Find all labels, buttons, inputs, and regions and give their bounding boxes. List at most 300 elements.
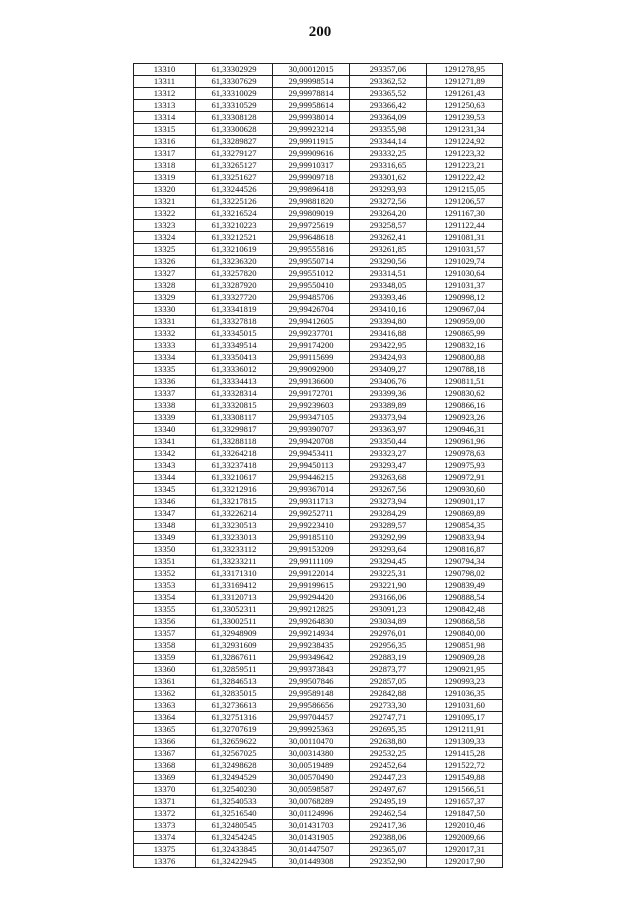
latitude-cell: 61,33328314 (196, 388, 273, 400)
latitude-cell: 61,33308128 (196, 112, 273, 124)
table-row (134, 160, 503, 172)
longitude-cell: 29,99725619 (273, 220, 350, 232)
latitude-cell: 61,33302929 (196, 64, 273, 76)
longitude-cell: 29,99910317 (273, 160, 350, 172)
table-row (134, 292, 503, 304)
latitude-cell: 61,32859511 (196, 664, 273, 676)
latitude-cell: 61,33002511 (196, 616, 273, 628)
longitude-cell: 29,99453411 (273, 448, 350, 460)
y-coordinate-cell: 1290788,18 (427, 364, 503, 376)
point-number-cell: 13374 (134, 832, 196, 844)
table-row (134, 520, 503, 532)
latitude-cell: 61,33226214 (196, 508, 273, 520)
y-coordinate-cell: 1290993,23 (427, 676, 503, 688)
y-coordinate-cell: 1292010,46 (427, 820, 503, 832)
table-row (134, 832, 503, 844)
y-coordinate-cell: 1290921,95 (427, 664, 503, 676)
y-coordinate-cell: 1290854,35 (427, 520, 503, 532)
point-number-cell: 13358 (134, 640, 196, 652)
longitude-cell: 29,99092900 (273, 364, 350, 376)
table-row (134, 280, 503, 292)
x-coordinate-cell: 292388,06 (350, 832, 427, 844)
table-row (134, 364, 503, 376)
x-coordinate-cell: 293301,62 (350, 172, 427, 184)
table-row (134, 100, 503, 112)
longitude-cell: 30,00598587 (273, 784, 350, 796)
point-number-cell: 13368 (134, 760, 196, 772)
y-coordinate-cell: 1291223,32 (427, 148, 503, 160)
y-coordinate-cell: 1291211,91 (427, 724, 503, 736)
longitude-cell: 29,99704457 (273, 712, 350, 724)
y-coordinate-cell: 1291206,57 (427, 196, 503, 208)
y-coordinate-cell: 1290832,16 (427, 340, 503, 352)
table-row (134, 172, 503, 184)
point-number-cell: 13372 (134, 808, 196, 820)
latitude-cell: 61,32422945 (196, 856, 273, 868)
point-number-cell: 13350 (134, 544, 196, 556)
y-coordinate-cell: 1291030,64 (427, 268, 503, 280)
y-coordinate-cell: 1291271,89 (427, 76, 503, 88)
table-row (134, 640, 503, 652)
latitude-cell: 61,33288118 (196, 436, 273, 448)
longitude-cell: 30,00768289 (273, 796, 350, 808)
x-coordinate-cell: 293258,57 (350, 220, 427, 232)
y-coordinate-cell: 1291081,31 (427, 232, 503, 244)
y-coordinate-cell: 1290961,96 (427, 436, 503, 448)
latitude-cell: 61,32659622 (196, 736, 273, 748)
latitude-cell: 61,32948909 (196, 628, 273, 640)
latitude-cell: 61,33349514 (196, 340, 273, 352)
longitude-cell: 30,00012015 (273, 64, 350, 76)
table-row (134, 244, 503, 256)
table-row (134, 268, 503, 280)
table-row (134, 616, 503, 628)
x-coordinate-cell: 292873,77 (350, 664, 427, 676)
table-row (134, 700, 503, 712)
x-coordinate-cell: 293394,80 (350, 316, 427, 328)
latitude-cell: 61,32567025 (196, 748, 273, 760)
point-number-cell: 13362 (134, 688, 196, 700)
latitude-cell: 61,32498628 (196, 760, 273, 772)
point-number-cell: 13313 (134, 100, 196, 112)
latitude-cell: 61,33216524 (196, 208, 273, 220)
longitude-cell: 29,99550410 (273, 280, 350, 292)
longitude-cell: 30,01124996 (273, 808, 350, 820)
longitude-cell: 29,99586656 (273, 700, 350, 712)
x-coordinate-cell: 292452,64 (350, 760, 427, 772)
table-row (134, 592, 503, 604)
latitude-cell: 61,33265127 (196, 160, 273, 172)
latitude-cell: 61,32540230 (196, 784, 273, 796)
longitude-cell: 29,99485706 (273, 292, 350, 304)
point-number-cell: 13334 (134, 352, 196, 364)
point-number-cell: 13312 (134, 88, 196, 100)
latitude-cell: 61,33310529 (196, 100, 273, 112)
x-coordinate-cell: 293355,98 (350, 124, 427, 136)
y-coordinate-cell: 1290794,34 (427, 556, 503, 568)
point-number-cell: 13346 (134, 496, 196, 508)
latitude-cell: 61,33230513 (196, 520, 273, 532)
point-number-cell: 13348 (134, 520, 196, 532)
x-coordinate-cell: 293365,52 (350, 88, 427, 100)
point-number-cell: 13357 (134, 628, 196, 640)
latitude-cell: 61,32751316 (196, 712, 273, 724)
longitude-cell: 29,99252711 (273, 508, 350, 520)
x-coordinate-cell: 292462,54 (350, 808, 427, 820)
x-coordinate-cell: 293410,16 (350, 304, 427, 316)
table-row (134, 568, 503, 580)
longitude-cell: 29,99881820 (273, 196, 350, 208)
latitude-cell: 61,33210619 (196, 244, 273, 256)
latitude-cell: 61,32480545 (196, 820, 273, 832)
y-coordinate-cell: 1291222,42 (427, 172, 503, 184)
x-coordinate-cell: 293166,06 (350, 592, 427, 604)
longitude-cell: 29,99909616 (273, 148, 350, 160)
table-row (134, 304, 503, 316)
latitude-cell: 61,33279127 (196, 148, 273, 160)
point-number-cell: 13333 (134, 340, 196, 352)
longitude-cell: 29,99311713 (273, 496, 350, 508)
point-number-cell: 13325 (134, 244, 196, 256)
point-number-cell: 13328 (134, 280, 196, 292)
y-coordinate-cell: 1292009,66 (427, 832, 503, 844)
point-number-cell: 13326 (134, 256, 196, 268)
point-number-cell: 13339 (134, 412, 196, 424)
latitude-cell: 61,33257820 (196, 268, 273, 280)
table-row (134, 784, 503, 796)
table-row (134, 628, 503, 640)
table-row (134, 808, 503, 820)
point-number-cell: 13323 (134, 220, 196, 232)
table-row (134, 760, 503, 772)
x-coordinate-cell: 293416,88 (350, 328, 427, 340)
latitude-cell: 61,33210617 (196, 472, 273, 484)
coordinates-table (133, 63, 503, 868)
latitude-cell: 61,33233013 (196, 532, 273, 544)
longitude-cell: 30,00314380 (273, 748, 350, 760)
y-coordinate-cell: 1290901,17 (427, 496, 503, 508)
y-coordinate-cell: 1291309,33 (427, 736, 503, 748)
y-coordinate-cell: 1291549,88 (427, 772, 503, 784)
latitude-cell: 61,32540533 (196, 796, 273, 808)
latitude-cell: 61,33289827 (196, 136, 273, 148)
table-row (134, 748, 503, 760)
y-coordinate-cell: 1292017,90 (427, 856, 503, 868)
latitude-cell: 61,32846513 (196, 676, 273, 688)
latitude-cell: 61,33120713 (196, 592, 273, 604)
x-coordinate-cell: 292495,19 (350, 796, 427, 808)
x-coordinate-cell: 293364,09 (350, 112, 427, 124)
y-coordinate-cell: 1292017,31 (427, 844, 503, 856)
longitude-cell: 29,99550714 (273, 256, 350, 268)
table-row (134, 460, 503, 472)
y-coordinate-cell: 1290800,88 (427, 352, 503, 364)
x-coordinate-cell: 293261,85 (350, 244, 427, 256)
longitude-cell: 30,01431905 (273, 832, 350, 844)
table-row (134, 340, 503, 352)
point-number-cell: 13351 (134, 556, 196, 568)
table-row (134, 124, 503, 136)
latitude-cell: 61,32835015 (196, 688, 273, 700)
y-coordinate-cell: 1290868,58 (427, 616, 503, 628)
longitude-cell: 29,99555816 (273, 244, 350, 256)
longitude-cell: 29,99978814 (273, 88, 350, 100)
table-row (134, 412, 503, 424)
y-coordinate-cell: 1290839,49 (427, 580, 503, 592)
latitude-cell: 61,32516540 (196, 808, 273, 820)
y-coordinate-cell: 1290967,04 (427, 304, 503, 316)
table-row (134, 676, 503, 688)
longitude-cell: 29,99958614 (273, 100, 350, 112)
latitude-cell: 61,33237418 (196, 460, 273, 472)
x-coordinate-cell: 292857,05 (350, 676, 427, 688)
x-coordinate-cell: 292532,25 (350, 748, 427, 760)
x-coordinate-cell: 293406,76 (350, 376, 427, 388)
point-number-cell: 13363 (134, 700, 196, 712)
point-number-cell: 13324 (134, 232, 196, 244)
longitude-cell: 30,00110470 (273, 736, 350, 748)
longitude-cell: 29,99998514 (273, 76, 350, 88)
y-coordinate-cell: 1290930,60 (427, 484, 503, 496)
longitude-cell: 29,99373843 (273, 664, 350, 676)
y-coordinate-cell: 1291031,57 (427, 244, 503, 256)
latitude-cell: 61,33171310 (196, 568, 273, 580)
longitude-cell: 29,99911915 (273, 136, 350, 148)
y-coordinate-cell: 1290866,16 (427, 400, 503, 412)
y-coordinate-cell: 1291847,50 (427, 808, 503, 820)
longitude-cell: 30,01449308 (273, 856, 350, 868)
table-row (134, 316, 503, 328)
x-coordinate-cell: 293389,89 (350, 400, 427, 412)
x-coordinate-cell: 293366,42 (350, 100, 427, 112)
point-number-cell: 13356 (134, 616, 196, 628)
y-coordinate-cell: 1290811,51 (427, 376, 503, 388)
point-number-cell: 13376 (134, 856, 196, 868)
x-coordinate-cell: 293272,56 (350, 196, 427, 208)
point-number-cell: 13318 (134, 160, 196, 172)
x-coordinate-cell: 293323,27 (350, 448, 427, 460)
x-coordinate-cell: 292695,35 (350, 724, 427, 736)
x-coordinate-cell: 293409,27 (350, 364, 427, 376)
y-coordinate-cell: 1290842,48 (427, 604, 503, 616)
point-number-cell: 13349 (134, 532, 196, 544)
y-coordinate-cell: 1291031,37 (427, 280, 503, 292)
table-row (134, 76, 503, 88)
longitude-cell: 29,99111109 (273, 556, 350, 568)
x-coordinate-cell: 293293,64 (350, 544, 427, 556)
table-row (134, 772, 503, 784)
y-coordinate-cell: 1290816,87 (427, 544, 503, 556)
y-coordinate-cell: 1291122,44 (427, 220, 503, 232)
x-coordinate-cell: 292447,23 (350, 772, 427, 784)
longitude-cell: 29,99507846 (273, 676, 350, 688)
latitude-cell: 61,33350413 (196, 352, 273, 364)
y-coordinate-cell: 1290998,12 (427, 292, 503, 304)
latitude-cell: 61,33327720 (196, 292, 273, 304)
longitude-cell: 29,99294420 (273, 592, 350, 604)
latitude-cell: 61,32707619 (196, 724, 273, 736)
latitude-cell: 61,33310029 (196, 88, 273, 100)
table-row (134, 544, 503, 556)
x-coordinate-cell: 293332,25 (350, 148, 427, 160)
longitude-cell: 29,99172701 (273, 388, 350, 400)
latitude-cell: 61,32494529 (196, 772, 273, 784)
longitude-cell: 29,99589148 (273, 688, 350, 700)
x-coordinate-cell: 293221,90 (350, 580, 427, 592)
latitude-cell: 61,33345015 (196, 328, 273, 340)
table-row (134, 136, 503, 148)
point-number-cell: 13338 (134, 400, 196, 412)
x-coordinate-cell: 293348,05 (350, 280, 427, 292)
longitude-cell: 30,01447507 (273, 844, 350, 856)
table-row (134, 652, 503, 664)
x-coordinate-cell: 292956,35 (350, 640, 427, 652)
table-row (134, 796, 503, 808)
table-row (134, 844, 503, 856)
x-coordinate-cell: 293373,94 (350, 412, 427, 424)
x-coordinate-cell: 293264,20 (350, 208, 427, 220)
latitude-cell: 61,33225126 (196, 196, 273, 208)
table-row (134, 400, 503, 412)
y-coordinate-cell: 1290923,26 (427, 412, 503, 424)
latitude-cell: 61,32454245 (196, 832, 273, 844)
latitude-cell: 61,33251627 (196, 172, 273, 184)
point-number-cell: 13317 (134, 148, 196, 160)
x-coordinate-cell: 292883,19 (350, 652, 427, 664)
y-coordinate-cell: 1290840,00 (427, 628, 503, 640)
x-coordinate-cell: 293399,36 (350, 388, 427, 400)
point-number-cell: 13369 (134, 772, 196, 784)
table-row (134, 820, 503, 832)
point-number-cell: 13311 (134, 76, 196, 88)
table-row (134, 496, 503, 508)
table-row (134, 508, 503, 520)
y-coordinate-cell: 1290959,00 (427, 316, 503, 328)
y-coordinate-cell: 1290798,02 (427, 568, 503, 580)
latitude-cell: 61,32433845 (196, 844, 273, 856)
longitude-cell: 29,99199615 (273, 580, 350, 592)
y-coordinate-cell: 1290978,63 (427, 448, 503, 460)
x-coordinate-cell: 293091,23 (350, 604, 427, 616)
latitude-cell: 61,33264218 (196, 448, 273, 460)
point-number-cell: 13316 (134, 136, 196, 148)
y-coordinate-cell: 1291215,05 (427, 184, 503, 196)
y-coordinate-cell: 1290833,94 (427, 532, 503, 544)
y-coordinate-cell: 1291239,53 (427, 112, 503, 124)
table-row (134, 352, 503, 364)
point-number-cell: 13332 (134, 328, 196, 340)
point-number-cell: 13361 (134, 676, 196, 688)
x-coordinate-cell: 293292,99 (350, 532, 427, 544)
longitude-cell: 30,00570490 (273, 772, 350, 784)
longitude-cell: 29,99938014 (273, 112, 350, 124)
longitude-cell: 29,99923214 (273, 124, 350, 136)
table-row (134, 712, 503, 724)
x-coordinate-cell: 293034,89 (350, 616, 427, 628)
x-coordinate-cell: 293350,44 (350, 436, 427, 448)
point-number-cell: 13345 (134, 484, 196, 496)
latitude-cell: 61,32736613 (196, 700, 273, 712)
point-number-cell: 13355 (134, 604, 196, 616)
point-number-cell: 13319 (134, 172, 196, 184)
point-number-cell: 13321 (134, 196, 196, 208)
longitude-cell: 29,99551012 (273, 268, 350, 280)
table-row (134, 580, 503, 592)
table-row (134, 472, 503, 484)
latitude-cell: 61,33336012 (196, 364, 273, 376)
x-coordinate-cell: 293293,93 (350, 184, 427, 196)
page-number: 200 (308, 24, 332, 40)
y-coordinate-cell: 1290830,62 (427, 388, 503, 400)
x-coordinate-cell: 293273,94 (350, 496, 427, 508)
table-row (134, 208, 503, 220)
table-row (134, 436, 503, 448)
longitude-cell: 29,99238435 (273, 640, 350, 652)
longitude-cell: 29,99420708 (273, 436, 350, 448)
table-row (134, 856, 503, 868)
longitude-cell: 29,99214934 (273, 628, 350, 640)
point-number-cell: 13360 (134, 664, 196, 676)
x-coordinate-cell: 293316,65 (350, 160, 427, 172)
point-number-cell: 13320 (134, 184, 196, 196)
x-coordinate-cell: 292497,67 (350, 784, 427, 796)
latitude-cell: 61,33210223 (196, 220, 273, 232)
coordinates-table-body (134, 64, 503, 868)
table-row (134, 64, 503, 76)
x-coordinate-cell: 293267,56 (350, 484, 427, 496)
table-row (134, 184, 503, 196)
table-row (134, 448, 503, 460)
longitude-cell: 29,99446215 (273, 472, 350, 484)
point-number-cell: 13359 (134, 652, 196, 664)
point-number-cell: 13331 (134, 316, 196, 328)
latitude-cell: 61,33341819 (196, 304, 273, 316)
y-coordinate-cell: 1290888,54 (427, 592, 503, 604)
x-coordinate-cell: 293357,06 (350, 64, 427, 76)
table-row (134, 688, 503, 700)
table-row (134, 604, 503, 616)
latitude-cell: 61,33217815 (196, 496, 273, 508)
table-row (134, 664, 503, 676)
y-coordinate-cell: 1291224,92 (427, 136, 503, 148)
x-coordinate-cell: 293363,97 (350, 424, 427, 436)
point-number-cell: 13347 (134, 508, 196, 520)
x-coordinate-cell: 293344,14 (350, 136, 427, 148)
longitude-cell: 29,99925363 (273, 724, 350, 736)
y-coordinate-cell: 1290909,28 (427, 652, 503, 664)
point-number-cell: 13343 (134, 460, 196, 472)
latitude-cell: 61,33212916 (196, 484, 273, 496)
longitude-cell: 29,99122014 (273, 568, 350, 580)
point-number-cell: 13344 (134, 472, 196, 484)
point-number-cell: 13364 (134, 712, 196, 724)
table-row (134, 148, 503, 160)
y-coordinate-cell: 1291029,74 (427, 256, 503, 268)
x-coordinate-cell: 292733,30 (350, 700, 427, 712)
latitude-cell: 61,32867611 (196, 652, 273, 664)
longitude-cell: 29,99237701 (273, 328, 350, 340)
x-coordinate-cell: 292365,07 (350, 844, 427, 856)
longitude-cell: 29,99174200 (273, 340, 350, 352)
table-row (134, 736, 503, 748)
table-row (134, 484, 503, 496)
x-coordinate-cell: 293284,29 (350, 508, 427, 520)
table-row (134, 532, 503, 544)
x-coordinate-cell: 293424,93 (350, 352, 427, 364)
longitude-cell: 30,01431703 (273, 820, 350, 832)
table-row (134, 256, 503, 268)
x-coordinate-cell: 293262,41 (350, 232, 427, 244)
